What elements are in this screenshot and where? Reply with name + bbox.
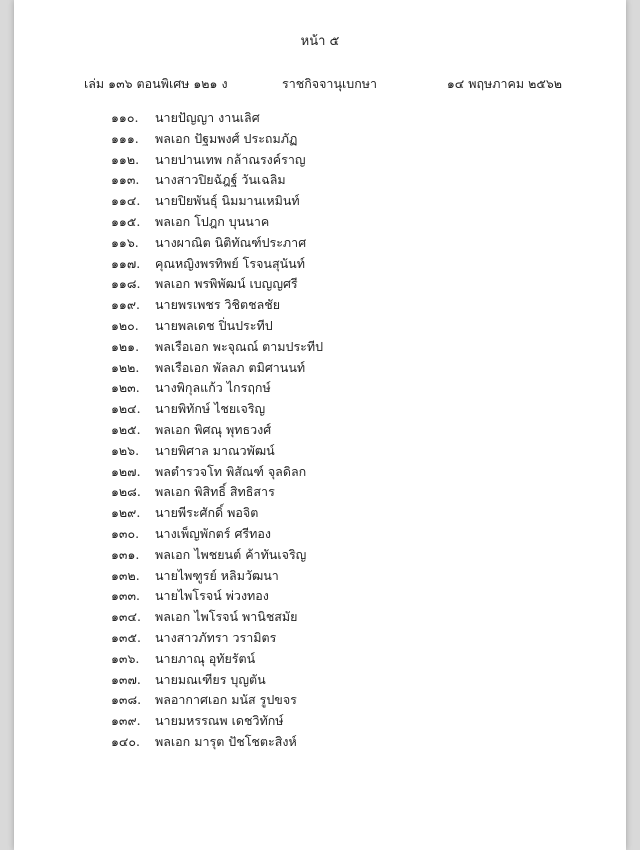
- entry-number: ๑๓๓.: [111, 588, 140, 604]
- entry-number: ๑๑๕.: [111, 213, 141, 229]
- entry-name: นางสาวภัทรา วรามิตร: [155, 629, 277, 645]
- entry-number: ๑๒๗.: [111, 463, 141, 479]
- entry-name: นายปัญญา งานเลิศ: [155, 110, 260, 125]
- entry-number: ๑๑๙.: [111, 297, 140, 313]
- entry-name: พลเอก ไพโรจน์ พานิชสมัย: [155, 609, 298, 625]
- list-item: [111, 649, 571, 670]
- entry-number: ๑๒๘.: [111, 484, 141, 500]
- list-item: [111, 732, 571, 753]
- entry-number: ๑๑๑.: [111, 130, 139, 146]
- list-item: [111, 108, 571, 129]
- list-item: [111, 690, 571, 711]
- entry-name: นางพิกุลแก้ว ไกรฤกษ์: [155, 380, 271, 396]
- entry-number: ๑๓๘.: [111, 692, 142, 708]
- entry-name: นายพรเพชร วิชิตชลชัย: [155, 297, 281, 313]
- list-item: [111, 441, 571, 462]
- entry-name: นายมณเฑียร บุญตัน: [155, 671, 266, 687]
- entry-number: ๑๒๒.: [111, 359, 140, 375]
- entry-name: คุณหญิงพรทิพย์ โรจนสุนันท์: [155, 255, 305, 271]
- entry-name: พลเอก โปฎก บุนนาค: [155, 213, 270, 229]
- entry-number: ๑๓๒.: [111, 567, 140, 583]
- list-item: [111, 711, 571, 732]
- page-number: หน้า ๕: [300, 34, 340, 49]
- entry-name: นายภาณุ อุทัยรัตน์: [155, 650, 256, 666]
- entry-name: นางสาวปิยฉัฎฐ์ วันเฉลิม: [155, 172, 286, 188]
- entry-name: พลตำรวจโท พิสัณฑ์ จุลดิลก: [155, 463, 307, 479]
- entry-number: ๑๒๓.: [111, 380, 140, 396]
- list-item: [111, 462, 571, 483]
- entry-name: พลเอก พิศณุ พุทธวงศ์: [155, 421, 272, 437]
- list-item: [111, 358, 571, 379]
- entry-name: พลเอก ปัฐมพงศ์ ประถมภัฏ: [155, 130, 298, 146]
- entry-number: ๑๒๙.: [111, 505, 141, 521]
- entry-name: นายพลเดช ปิ่นประทีป: [155, 317, 273, 333]
- list-item: [111, 150, 571, 171]
- entry-name: พลเอก มารุต ปัชโชตะสิงห์: [155, 733, 297, 749]
- list-item: [111, 274, 571, 295]
- entry-number: ๑๒๑.: [111, 338, 140, 354]
- list-item: [111, 524, 571, 545]
- entry-name: นางผาณิต นิติทัณฑ์ประภาศ: [155, 234, 307, 250]
- entry-name: พลอากาศเอก มนัส รูปขจร: [155, 692, 297, 708]
- list-item: [111, 295, 571, 316]
- entry-name: นายพิศาล มาณวพัฒน์: [155, 442, 275, 458]
- header-publication-title: ราชกิจจานุเบกษา: [282, 76, 378, 91]
- header-date: ๑๔ พฤษภาคม ๒๕๖๒: [446, 76, 562, 91]
- entry-number: ๑๔๐.: [111, 733, 140, 749]
- list-item: [111, 586, 571, 607]
- list-item: [111, 254, 571, 275]
- list-item: [111, 628, 571, 649]
- list-item: [111, 337, 571, 358]
- name-list: [111, 108, 571, 753]
- list-item: [111, 316, 571, 337]
- entry-number: ๑๑๒.: [111, 151, 140, 167]
- entry-name: นายพิทักษ์ ไชยเจริญ: [155, 401, 266, 417]
- entry-number: ๑๓๔.: [111, 609, 141, 625]
- list-item: [111, 503, 571, 524]
- document-page: [14, 0, 626, 850]
- entry-name: นายไพฑูรย์ หลิมวัฒนา: [155, 567, 279, 583]
- entry-number: ๑๑๓.: [111, 172, 140, 188]
- entry-number: ๑๑๗.: [111, 255, 141, 271]
- list-item: [111, 399, 571, 420]
- entry-number: ๑๒๐.: [111, 317, 139, 333]
- list-item: [111, 378, 571, 399]
- list-item: [111, 566, 571, 587]
- entry-number: ๑๓๗.: [111, 671, 141, 687]
- entry-name: พลเอก ไพชยนต์ ค้าทันเจริญ: [155, 546, 307, 562]
- entry-number: ๑๓๙.: [111, 713, 141, 729]
- entry-name: นายไพโรจน์ พ่วงทอง: [155, 588, 269, 604]
- entry-name: พลเรือเอก พัลลภ ตมิศานนท์: [155, 359, 306, 375]
- list-item: [111, 482, 571, 503]
- list-item: [111, 420, 571, 441]
- entry-number: ๑๓๕.: [111, 629, 141, 645]
- entry-number: ๑๓๐.: [111, 525, 140, 541]
- entry-number: ๑๑๘.: [111, 276, 141, 292]
- entry-name: นางเพ็ญพักตร์ ศรีทอง: [155, 525, 271, 541]
- entry-number: ๑๑๐.: [111, 110, 139, 125]
- entry-number: ๑๒๔.: [111, 401, 141, 417]
- entry-name: พลเอก พิสิทธิ์ สิทธิสาร: [155, 484, 275, 500]
- list-item: [111, 191, 571, 212]
- entry-name: พลเรือเอก พะจุณณ์ ตามประทีป: [155, 338, 324, 354]
- list-item: [111, 233, 571, 254]
- entry-number: ๑๓๑.: [111, 546, 140, 562]
- entry-name: พลเอก พรพิพัฒน์ เบญญศรี: [155, 276, 298, 292]
- list-item: [111, 129, 571, 150]
- entry-number: ๑๑๖.: [111, 234, 139, 250]
- header-volume-issue: เล่ม ๑๓๖ ตอนพิเศษ ๑๒๑ ง: [84, 76, 228, 91]
- entry-number: ๑๒๖.: [111, 442, 140, 458]
- list-item: [111, 545, 571, 566]
- list-item: [111, 607, 571, 628]
- list-item: [111, 170, 571, 191]
- entry-name: นายปานเทพ กล้าณรงค์ราญ: [155, 151, 306, 167]
- list-item: [111, 670, 571, 691]
- list-item: [111, 212, 571, 233]
- entry-name: นายมหรรณพ เดชวิทักษ์: [155, 713, 284, 729]
- entry-name: นายพีระศักดิ์ พอจิต: [155, 505, 259, 521]
- entry-name: นายปิยพันธุ์ นิมมานเหมินท์: [155, 193, 300, 209]
- entry-number: ๑๑๔.: [111, 193, 141, 209]
- entry-number: ๑๓๖.: [111, 650, 140, 666]
- entry-number: ๑๒๕.: [111, 421, 141, 437]
